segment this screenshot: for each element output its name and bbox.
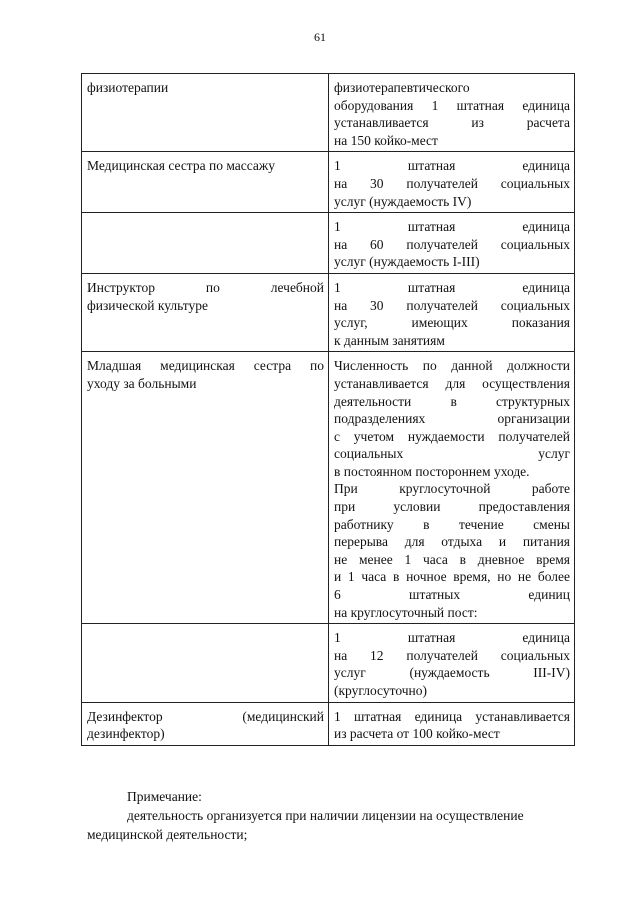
note-title: Примечание: [127,789,202,804]
position-cell [82,624,329,702]
norm-text-line: оборудования 1 штатная единица [334,97,570,113]
norm-text-line: 1 штатная единица [334,219,570,235]
note-text-line-2: медицинской деятельности; [87,827,248,842]
note-text-line-1: деятельность организуется при наличии лицензии на осуществление [127,808,524,823]
norm-text-line: физиотерапевтического [334,80,470,95]
norm-text-line: при условии предоставления [334,499,570,515]
position-cell [82,74,329,152]
position-cell [82,213,329,274]
staffing-norm-cell [329,152,575,213]
position-text-line: Медицинская сестра по массажу [87,158,275,174]
norm-text-line: на круглосуточный пост: [334,604,478,620]
norm-text-line: (круглосуточно) [334,683,427,698]
position-cell [82,702,329,745]
staffing-norm-cell [329,702,575,745]
table-row [82,273,575,351]
norm-text-line: устанавливается из расчета [334,115,570,131]
norm-text-line: подразделениях организации [334,411,570,427]
norm-text-line: устанавливается для осуществления [334,375,570,391]
table-row [82,624,575,702]
position-text-line: дезинфектор) [87,726,165,742]
norm-text-line: услуг, имеющих показания [334,315,570,331]
norm-text-line: в постоянном постороннем уходе. [334,463,530,479]
table-row [82,74,575,152]
position-cell [82,352,329,624]
staffing-norm-cell [329,352,575,624]
position-text-line: Младшая медицинская сестра по [87,358,324,374]
page-number: 61 [314,30,326,44]
norm-text-line: работнику в течение смены [334,516,570,532]
staffing-table-body [82,74,575,746]
norm-text-line: к данным занятиям [334,332,445,348]
norm-text-line: услуг (нуждаемость I-III) [334,254,480,270]
norm-text-line: и 1 часа в ночное время, но не более [334,569,570,585]
table-row [82,152,575,213]
staffing-norm-cell [329,273,575,351]
norm-text-line: перерыва для отдыха и питания [334,534,570,550]
staffing-norm-cell [329,74,575,152]
position-text-line: Дезинфектор (медицинский [87,708,324,724]
staffing-norm-cell [329,624,575,702]
norm-text-line: 1 штатная единица устанавливается [334,708,570,724]
table-row [82,702,575,745]
norm-text-line: Численность по данной должности [334,358,570,374]
norm-text-line: на 60 получателей социальных [334,236,570,252]
norm-text-line: 1 штатная единица [334,630,570,646]
position-cell [82,273,329,351]
norm-text-line: услуг (нуждаемость III-IV) [334,665,570,681]
norm-text-line: с учетом нуждаемости получателей [334,428,570,444]
norm-text-line: 1 штатная единица [334,279,570,295]
position-cell [82,152,329,213]
position-text-line: физической культуре [87,297,208,313]
staffing-table [81,73,575,746]
norm-text-line: на 12 получателей социальных [334,647,570,663]
position-text-line: уходу за больными [87,375,197,391]
norm-text-line: 6 штатных единиц [334,587,570,603]
norm-text-line: на 30 получателей социальных [334,175,570,191]
norm-text-line: на 150 койко-мест [334,132,438,148]
norm-text-line: из расчета от 100 койко-мест [334,726,500,742]
staffing-norm-cell [329,213,575,274]
norm-text-line: на 30 получателей социальных [334,297,570,313]
position-text-line: физиотерапии [87,80,169,95]
table-row [82,352,575,624]
norm-text-line: услуг (нуждаемость IV) [334,193,472,209]
table-row [82,213,575,274]
norm-text-line: деятельности в структурных [334,393,570,409]
norm-text-line: социальных услуг [334,446,570,462]
norm-text-line: При круглосуточной работе [334,481,570,497]
norm-text-line: не менее 1 часа в дневное время [334,551,570,567]
norm-text-line: 1 штатная единица [334,158,570,174]
position-text-line: Инструктор по лечебной [87,279,324,295]
